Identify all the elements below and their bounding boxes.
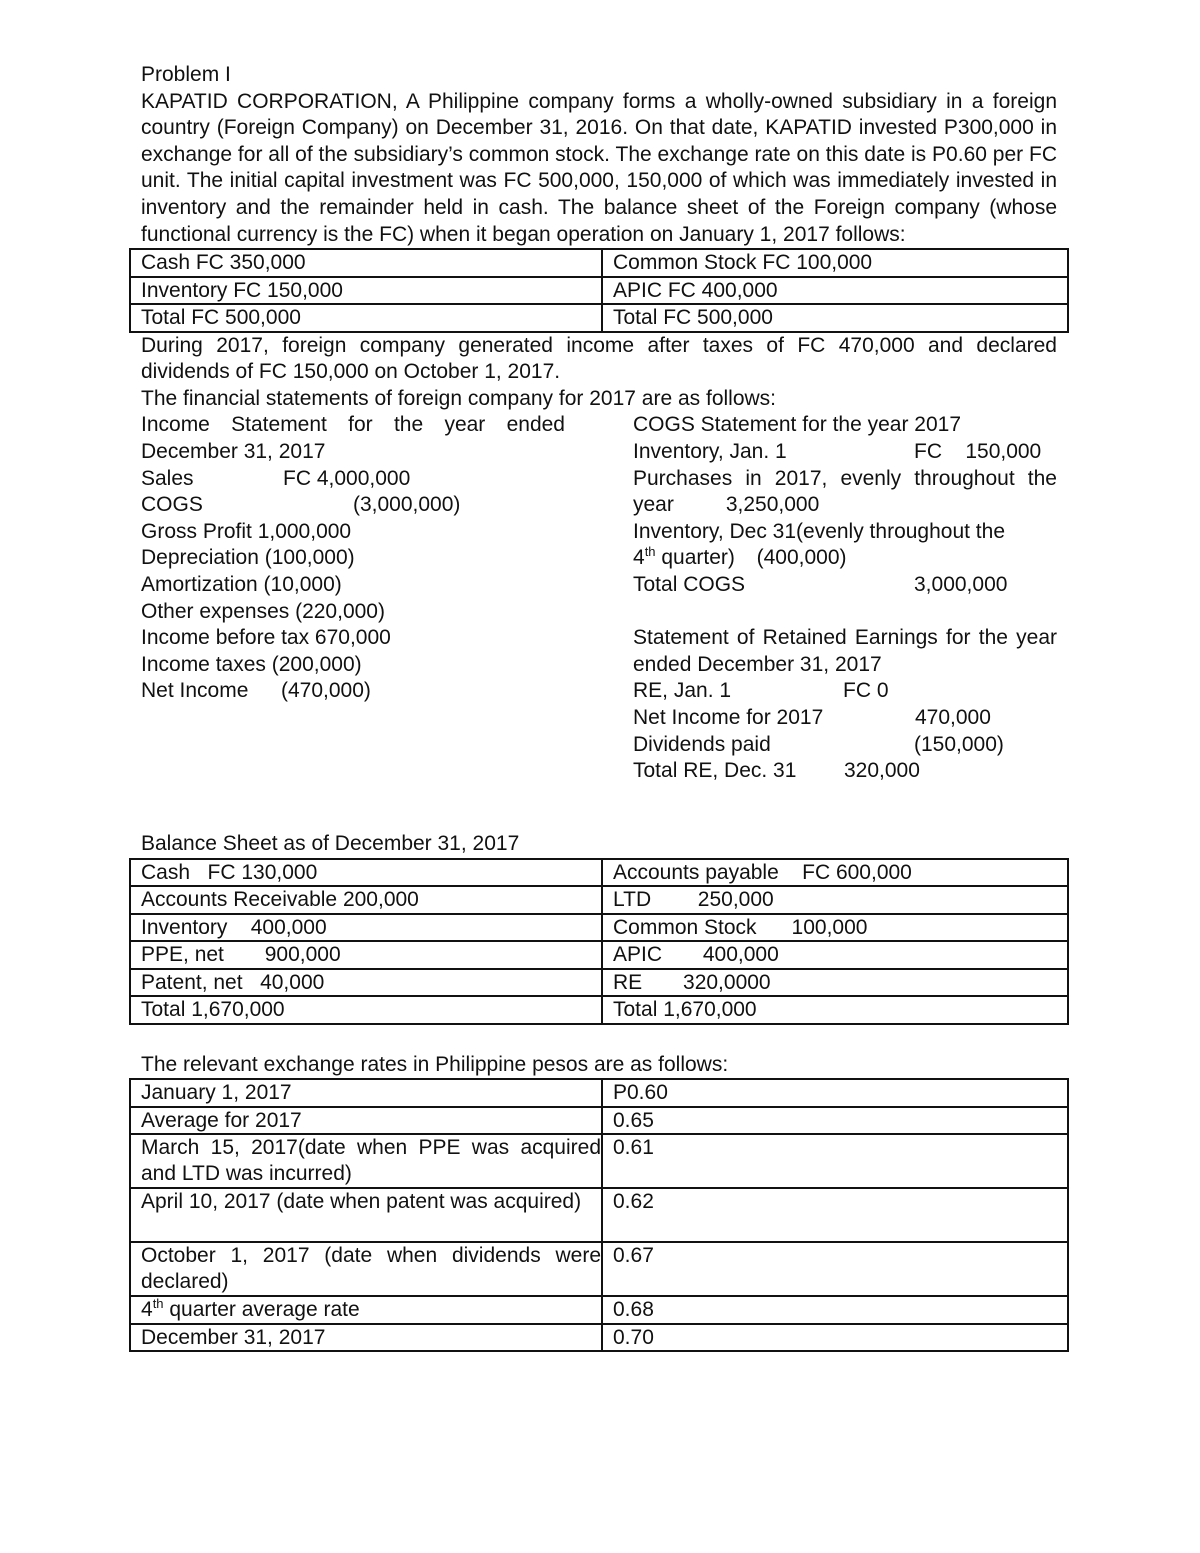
total-re-line — [633, 758, 1057, 785]
inventory-dec-rest: quarter) — [661, 546, 735, 570]
dividends-line — [633, 732, 1057, 759]
table-row — [130, 277, 1068, 305]
table-cell: Total 1,670,000 — [602, 996, 1068, 1024]
right-statements — [633, 412, 1057, 784]
table-row — [130, 1296, 1068, 1324]
re-jan-line — [633, 678, 1057, 705]
table-row — [130, 1079, 1068, 1107]
re-jan-label: RE, Jan. 1 — [633, 679, 732, 703]
table-cell: Total 1,670,000 — [130, 996, 602, 1024]
exchange-rates-table — [129, 1078, 1069, 1352]
table-cell: Average for 2017 — [130, 1107, 602, 1135]
other-expenses-line: Other expenses (220,000) — [141, 599, 385, 623]
dividends-value: (150,000) — [914, 732, 1004, 756]
inventory-dec-label: Inventory, Dec 31(evenly throughout the — [633, 519, 1006, 543]
retained-earnings-heading: Statement of Retained Earnings for the year ended December 31, 2017 — [633, 626, 1057, 676]
sales-line — [141, 466, 565, 493]
table-cell: APIC 400,000 — [602, 941, 1068, 969]
total-cogs-value: 3,000,000 — [914, 573, 1008, 596]
table-cell: 0.62 — [602, 1188, 1068, 1242]
table-row — [130, 941, 1068, 969]
net-income-label: Net Income — [141, 679, 249, 703]
re-jan-value: FC 0 — [843, 679, 889, 703]
rates-heading: The relevant exchange rates in Philippine pesos are as follows: — [141, 1052, 729, 1076]
table-cell: Inventory FC 150,000 — [130, 277, 602, 305]
quarter-sup: th — [152, 1296, 164, 1312]
gross-profit-line: Gross Profit 1,000,000 — [141, 519, 352, 543]
total-re-label: Total RE, Dec. 31 — [633, 759, 797, 783]
table-cell: Total FC 500,000 — [130, 304, 602, 332]
sales-value: FC 4,000,000 — [283, 466, 411, 490]
inventory-dec-value: (400,000) — [756, 546, 847, 570]
table-row — [130, 914, 1068, 942]
table-row — [130, 969, 1068, 997]
table-row — [130, 1324, 1068, 1352]
table-cell: 0.68 — [602, 1296, 1068, 1324]
table-cell: December 31, 2017 — [130, 1324, 602, 1352]
cogs-label: COGS — [141, 493, 203, 517]
quarter-label: quarter average rate — [163, 1298, 360, 1322]
income-statement-heading: Income Statement for the year ended December 31, 2017 — [141, 413, 565, 464]
re-net-income-value: 470,000 — [915, 705, 991, 729]
table-cell: Accounts Receivable 200,000 — [130, 886, 602, 914]
table-row — [130, 249, 1068, 277]
cogs-statement-heading: COGS Statement for the year 2017 — [633, 413, 962, 437]
table-cell: Accounts payable FC 600,000 — [602, 859, 1068, 887]
total-re-value: 320,000 — [844, 759, 920, 783]
inventory-jan-value: FC 150,000 — [914, 440, 1042, 464]
document-page — [141, 62, 1057, 1352]
table-cell: 0.61 — [602, 1134, 1068, 1188]
intro-paragraph: KAPATID CORPORATION, A Philippine company forms a wholly-owned subsidiary in a foreign country (Foreign Company) on December 31, 2016. On that date, KAPATID invested P300,000 in exchange for all of the subsidiary’s common stock. The exchange rate on this date is P0.60 per FC unit. The initial capital investment was FC 500,000, 150,000 of which was immediately invested in inventory and the remainder held in cash. The balance sheet of the Foreign company (whose functional currency is the FC) when it began operation on January 1, 2017 follows: — [141, 89, 1057, 246]
purchases-value: 3,250,000 — [725, 493, 820, 517]
income-statement — [141, 412, 565, 784]
table-cell: March 15, 2017(date when PPE was acquired and LTD was incurred) — [130, 1134, 602, 1188]
table-row — [130, 1134, 1068, 1188]
cogs-line — [141, 492, 565, 519]
table-cell: 0.70 — [602, 1324, 1068, 1352]
table-cell: Common Stock FC 100,000 — [602, 249, 1068, 277]
depreciation-line: Depreciation (100,000) — [141, 546, 355, 570]
purchases-label: Purchases in 2017, evenly throughout the year — [633, 466, 1057, 517]
problem-title: Problem I — [141, 63, 231, 86]
table-cell: APIC FC 400,000 — [602, 277, 1068, 305]
table-cell: PPE, net 900,000 — [130, 941, 602, 969]
table-cell: April 10, 2017 (date when patent was acquired) — [130, 1188, 602, 1242]
net-income-value: (470,000) — [281, 679, 371, 703]
table-cell: Cash FC 130,000 — [130, 859, 602, 887]
table-row — [130, 1188, 1068, 1242]
inventory-dec-ordinal: 4 — [633, 546, 645, 570]
income-before-tax-line: Income before tax 670,000 — [141, 626, 391, 650]
table-row — [130, 1242, 1068, 1296]
statements-columns — [141, 412, 1057, 784]
cogs-value: (3,000,000) — [353, 493, 461, 517]
dividends-label: Dividends paid — [633, 732, 771, 756]
amortization-line: Amortization (10,000) — [141, 573, 342, 596]
during-paragraph: During 2017, foreign company generated income after taxes of FC 470,000 and declared dividends of FC 150,000 on October 1, 2017. — [141, 333, 1057, 384]
table-cell: January 1, 2017 — [130, 1079, 602, 1107]
re-net-income-label: Net Income for 2017 — [633, 705, 824, 729]
purchases-line — [633, 466, 1057, 519]
table-cell — [130, 1296, 602, 1324]
table-cell: Inventory 400,000 — [130, 914, 602, 942]
total-cogs-label: Total COGS — [633, 573, 746, 596]
table-cell: Cash FC 350,000 — [130, 249, 602, 277]
balance-sheet-heading: Balance Sheet as of December 31, 2017 — [141, 832, 520, 856]
table-cell: Common Stock 100,000 — [602, 914, 1068, 942]
inventory-dec-line — [633, 545, 1057, 572]
table-row — [130, 1107, 1068, 1135]
opening-balance-table — [129, 248, 1069, 333]
table-row — [130, 859, 1068, 887]
table-cell: 0.65 — [602, 1107, 1068, 1135]
inventory-dec-sup: th — [644, 544, 656, 560]
table-cell: Patent, net 40,000 — [130, 969, 602, 997]
total-cogs-line — [633, 572, 1057, 599]
table-row — [130, 304, 1068, 332]
table-cell: RE 320,0000 — [602, 969, 1068, 997]
inventory-jan-line — [633, 439, 1057, 466]
inventory-jan-label: Inventory, Jan. 1 — [633, 440, 787, 464]
table-cell: 0.67 — [602, 1242, 1068, 1296]
fs-intro: The financial statements of foreign company for 2017 are as follows: — [141, 386, 777, 410]
sales-label: Sales — [141, 466, 194, 490]
table-cell: LTD 250,000 — [602, 886, 1068, 914]
re-net-income-line — [633, 705, 1057, 732]
balance-sheet-table — [129, 858, 1069, 1025]
table-cell: Total FC 500,000 — [602, 304, 1068, 332]
income-taxes-line: Income taxes (200,000) — [141, 652, 362, 676]
table-row — [130, 996, 1068, 1024]
table-cell: October 1, 2017 (date when dividends were declared) — [130, 1242, 602, 1296]
table-cell: P0.60 — [602, 1079, 1068, 1107]
net-income-line — [141, 678, 565, 705]
quarter-ordinal: 4 — [141, 1298, 153, 1322]
table-row — [130, 886, 1068, 914]
